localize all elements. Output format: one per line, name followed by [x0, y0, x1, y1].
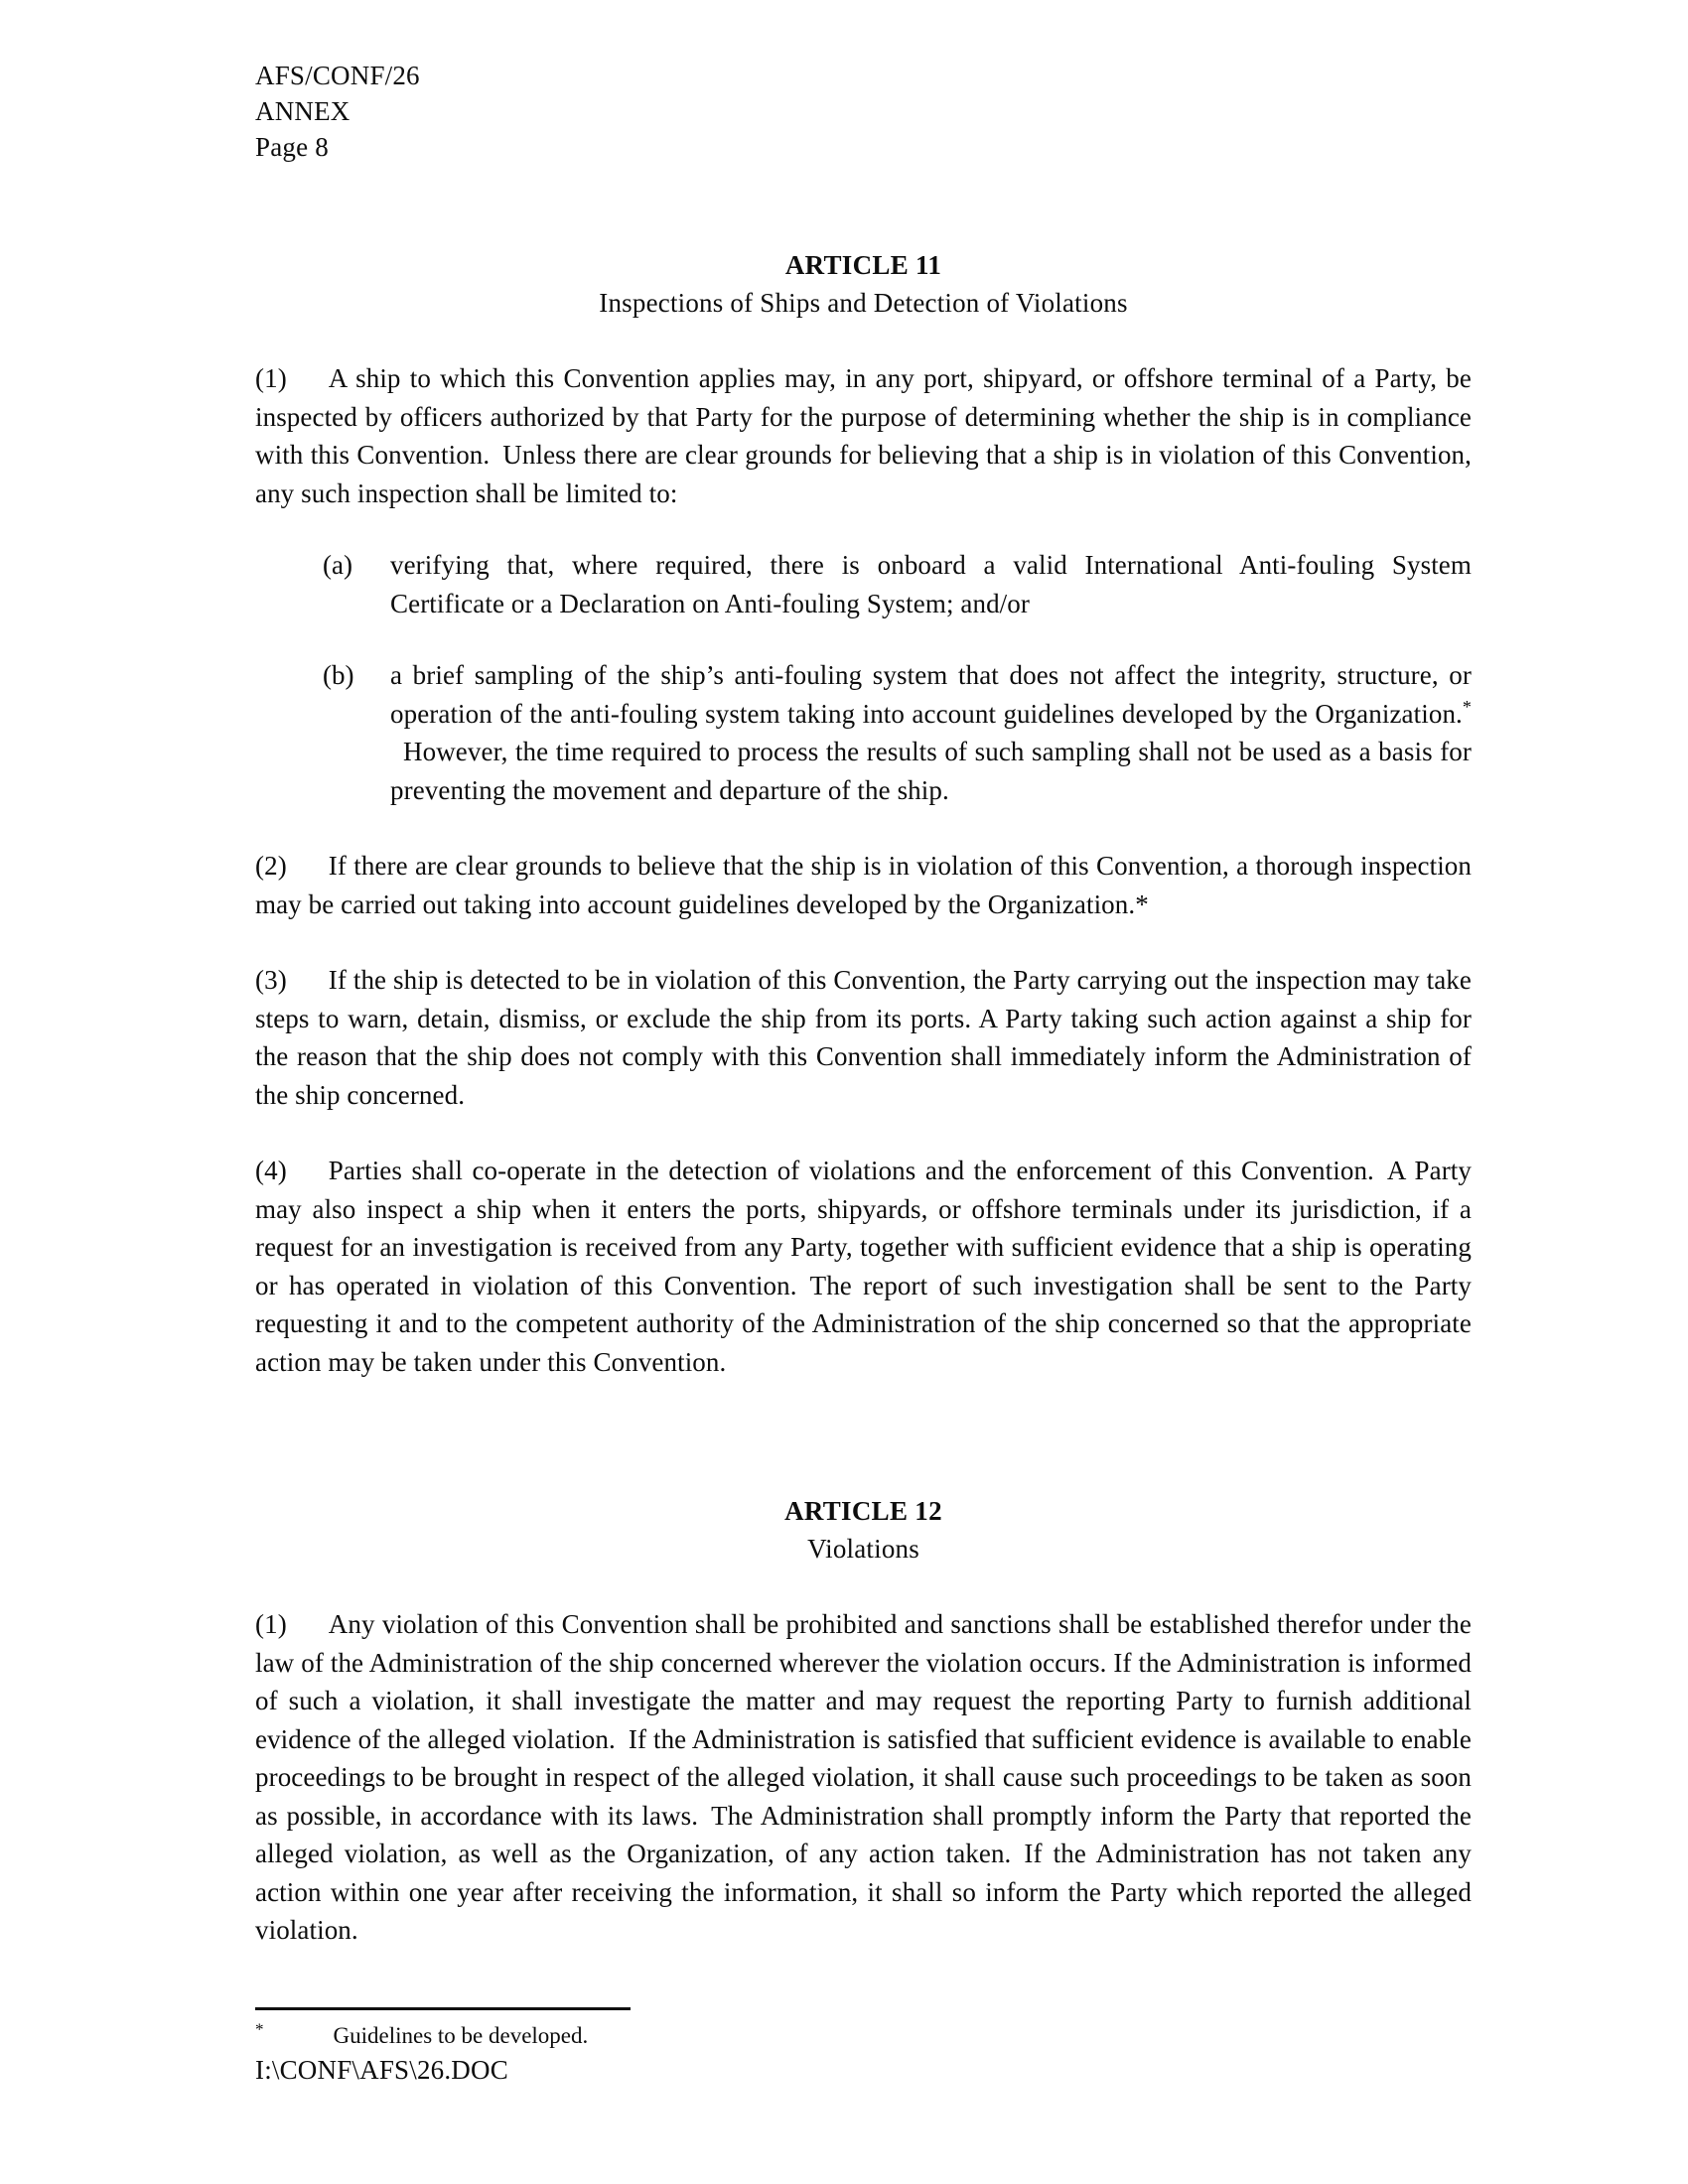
item-a-text: verifying that, where required, there is onboard a valid International Anti-fouling System Certificate or a Declaration on Anti-fouling System; and/or [390, 550, 1472, 618]
article-11-paragraph-3 [255, 961, 1472, 1114]
document-body [255, 246, 1472, 1950]
article-11-paragraph-4 [255, 1152, 1472, 1381]
article-12-paragraph-1-text: Any violation of this Convention shall be prohibited and sanctions shall be established therefor under the law of the Administration of the ship concerned wherever the violation occurs. If the Administration is informed of such a violation, it shall investigate the matter and may request the reporting Party to furnish additional evidence of the alleged violation. [255, 1609, 1472, 1754]
paragraph-4-text: Parties shall co-operate in the detection of violations and the enforcement of this Convention. [328, 1156, 1374, 1185]
paragraph-number-1: (1) [255, 363, 287, 393]
page-number-label: Page 8 [255, 132, 329, 162]
article-12-subtitle: Violations [807, 1534, 919, 1564]
paragraph-1-text-2: Unless there are clear grounds for believing that a ship is in violation of this Convention, any such inspection shall be limited to: [255, 440, 1472, 508]
footnote-reference-marker: * [1462, 696, 1472, 717]
article-12-paragraph-1-text-3: The Administration shall promptly inform the Party that reported the alleged violation, as well as the Organization, of any action taken. [255, 1800, 1472, 1868]
footnote-text: Guidelines to be developed. [333, 2023, 589, 2048]
article-12-paragraph-1-text-2: If the Administration is satisfied that sufficient evidence is available to enable proceedings to be brought in respect of the alleged violation, it shall cause such proceedings to be taken as soon as possible, in accordance with its laws. [255, 1723, 1472, 1831]
article-12-paragraph-1-text-4: If the Administration has not taken any action within one year after receiving the information, it shall so inform the Party which reported the alleged violation. [255, 1839, 1472, 1945]
footnote-entry [255, 2020, 1472, 2052]
paragraph-1-text: A ship to which this Convention applies may, in any port, shipyard, or offshore terminal of a Party, be inspected by officers authorized by that Party for the purpose of determining whether the ship is in compliance with this Convention. [255, 363, 1472, 470]
item-b-text-after-note: However, the time required to process the results of such sampling shall not be used as a basis for preventing the movement and departure of the ship. [390, 737, 1472, 805]
paragraph-2-text: If there are clear grounds to believe that the ship is in violation of this Convention, a thorough inspection may be carried out taking into account guidelines developed by the Organization.* [255, 851, 1472, 919]
article-12-title: ARTICLE 12 [784, 1496, 942, 1526]
item-b-text [390, 656, 1472, 809]
paragraph-4-text-3: The report of such investigation shall be sent to the Party requesting it and to the competent authority of the Administration of the ship concerned so that the appropriate action may be taken under this Convention. [255, 1270, 1472, 1377]
document-annex-label: ANNEX [255, 96, 351, 126]
document-header [255, 58, 420, 165]
item-b-text-before-note: a brief sampling of the ship’s anti-fouling system that does not affect the integrity, structure, or operation of the anti-fouling system taking into account guidelines developed by the Organization. [390, 660, 1472, 729]
article-11-title: ARTICLE 11 [784, 250, 942, 280]
footnote-marker: * [255, 2019, 264, 2039]
document-symbol: AFS/CONF/26 [255, 61, 420, 90]
paragraph-number-2: (2) [255, 851, 287, 881]
article-11-paragraph-2 [255, 847, 1472, 923]
paragraph-number-4: (4) [255, 1156, 287, 1185]
paragraph-4-text-2: A Party may also inspect a ship when it enters the ports, shipyards, or offshore terminals under its jurisdiction, if a request for an investigation is received from any Party, together with sufficient evidence that a ship is operating or has operated in violation of this Convention. [255, 1156, 1473, 1300]
footnote-separator-rule [255, 2007, 631, 2010]
footnote-area [255, 2007, 1472, 2088]
paragraph-number-3: (3) [255, 965, 287, 995]
article-11-subtitle: Inspections of Ships and Detection of Violations [599, 288, 1128, 318]
item-a-marker: (a) [323, 550, 352, 580]
document-file-path: I:\CONF\AFS\26.DOC [255, 2055, 508, 2085]
article-12-paragraph-1 [255, 1605, 1472, 1950]
article-12-paragraph-number-1: (1) [255, 1609, 287, 1639]
item-b-marker: (b) [323, 660, 354, 690]
article-11-paragraph-1 [255, 359, 1472, 512]
article-11-item-a [255, 546, 1472, 622]
paragraph-3-text: If the ship is detected to be in violation of this Convention, the Party carrying out the inspection may take steps to warn, detain, dismiss, or exclude the ship from its ports. A Party taking such action against a ship for the reason that the ship does not comply with this Convention shall immediately inform the Administration of the ship concerned. [255, 965, 1472, 1110]
article-11-item-b [255, 656, 1472, 809]
